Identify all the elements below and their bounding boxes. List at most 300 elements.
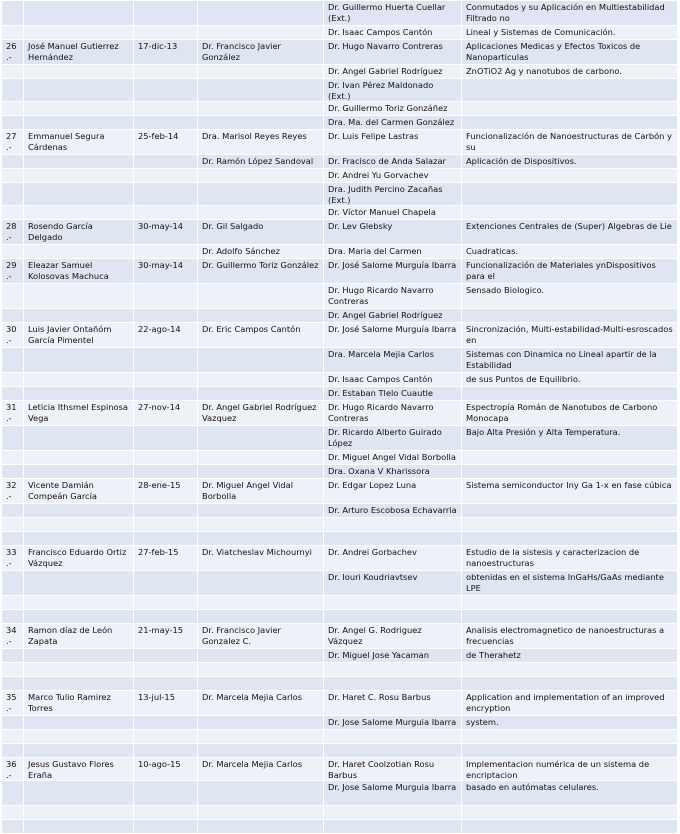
number-cell <box>2 596 24 610</box>
table-row <box>2 744 678 758</box>
date-cell <box>134 309 198 323</box>
number-cell: 29.- <box>2 259 24 284</box>
committee-cell: Dr. Isaac Campos Cantón <box>324 373 462 387</box>
table-row <box>2 348 678 373</box>
table-row <box>2 465 678 479</box>
advisor-cell <box>198 1 324 26</box>
date-cell <box>134 426 198 451</box>
thesis-title-cell: Sistema semiconductor Iny Ga 1-x en fase cúbica <box>462 479 678 504</box>
number-cell: 34.- <box>2 624 24 649</box>
thesis-title-cell <box>462 309 678 323</box>
thesis-title-cell <box>462 730 678 744</box>
thesis-title-cell: ZnOTiO2 Ag y nanotubos de carbono. <box>462 65 678 79</box>
advisor-cell <box>198 284 324 309</box>
date-cell: 17-dic-13 <box>134 40 198 65</box>
thesis-title-cell: Application and implementation of an improved encryption <box>462 691 678 716</box>
date-cell <box>134 79 198 102</box>
table-row <box>2 518 678 532</box>
thesis-title-cell: Sistemas con Dinamica no Lineal apartir de la Estabilidad <box>462 348 678 373</box>
thesis-title-cell <box>462 116 678 130</box>
advisor-cell <box>198 504 324 518</box>
number-cell <box>2 102 24 116</box>
student-cell <box>24 284 134 309</box>
committee-cell: Dr. Andrei Yu Gorvachev <box>324 169 462 183</box>
committee-cell: Dr. Hugo Ricardo Navarro Contreras <box>324 401 462 426</box>
number-cell: 31.- <box>2 401 24 426</box>
date-cell: 30-may-14 <box>134 220 198 245</box>
student-cell: Jesus Gustavo Flores Eraña <box>24 758 134 781</box>
number-cell <box>2 518 24 532</box>
table-row <box>2 610 678 624</box>
date-cell: 22-ago-14 <box>134 323 198 348</box>
thesis-title-cell <box>462 183 678 206</box>
committee-cell <box>324 518 462 532</box>
number-cell <box>2 677 24 691</box>
number-cell <box>2 426 24 451</box>
table-row <box>2 79 678 102</box>
advisor-cell: Dr. Marcela Mejia Carlos <box>198 758 324 781</box>
committee-cell: Dr. Andrei Gorbachev <box>324 546 462 571</box>
number-cell <box>2 284 24 309</box>
advisor-cell <box>198 426 324 451</box>
student-cell: Emmanuel Segura Cárdenas <box>24 130 134 155</box>
number-cell <box>2 309 24 323</box>
committee-cell <box>324 677 462 691</box>
thesis-title-cell: Cuadraticas. <box>462 245 678 259</box>
thesis-title-cell: Bajo Alta Presión y Alta Temperatura. <box>462 426 678 451</box>
committee-cell: Dra. Marcela Mejia Carlos <box>324 348 462 373</box>
student-cell <box>24 518 134 532</box>
number-cell: 32.- <box>2 479 24 504</box>
advisor-cell <box>198 596 324 610</box>
committee-cell: Dr. Jose Salome Murguia Ibarra <box>324 716 462 730</box>
thesis-title-cell: Funcionalización de Materiales ynDispositivos para el <box>462 259 678 284</box>
thesis-title-cell: system. <box>462 716 678 730</box>
student-cell <box>24 451 134 465</box>
number-cell <box>2 155 24 169</box>
number-cell <box>2 532 24 546</box>
advisor-cell: Dr. Ramón López Sandoval <box>198 155 324 169</box>
committee-cell <box>324 730 462 744</box>
thesis-title-cell <box>462 806 678 820</box>
committee-cell: Dr. Ivan Pérez Maldonado (Ext.) <box>324 79 462 102</box>
date-cell: 27-feb-15 <box>134 546 198 571</box>
advisor-cell: Dr. Angel Gabriel Rodríguez Vazquez <box>198 401 324 426</box>
thesis-title-cell <box>462 102 678 116</box>
advisor-cell: Dr. Marcela Mejia Carlos <box>198 691 324 716</box>
number-cell: 28.- <box>2 220 24 245</box>
committee-cell <box>324 532 462 546</box>
advisor-cell <box>198 663 324 677</box>
committee-cell: Dr. Ricardo Alberto Guirado López <box>324 426 462 451</box>
advisor-cell <box>198 102 324 116</box>
number-cell <box>2 387 24 401</box>
advisor-cell <box>198 348 324 373</box>
committee-cell <box>324 610 462 624</box>
advisor-cell <box>198 309 324 323</box>
number-cell <box>2 663 24 677</box>
table-row <box>2 624 678 649</box>
number-cell <box>2 716 24 730</box>
committee-cell: Dr. Hugo Ricardo Navarro Contreras <box>324 284 462 309</box>
thesis-title-cell <box>462 596 678 610</box>
advisor-cell <box>198 65 324 79</box>
student-cell: José Manuel Gutierrez Hernández <box>24 40 134 65</box>
student-cell <box>24 677 134 691</box>
committee-cell: Dra. Maria del Carmen <box>324 245 462 259</box>
table-row <box>2 781 678 806</box>
committee-cell: Dr. Haret C. Rosu Barbus <box>324 691 462 716</box>
number-cell <box>2 781 24 806</box>
advisor-cell <box>198 649 324 663</box>
advisor-cell: Dr. Viatcheslav Michournyi <box>198 546 324 571</box>
table-row <box>2 387 678 401</box>
committee-cell: Dr. Miguel Angel Vidal Borbolla <box>324 451 462 465</box>
advisor-cell <box>198 806 324 820</box>
thesis-title-cell: Extenciones Centrales de (Super) Algebras de Lie <box>462 220 678 245</box>
advisor-cell: Dr. Eric Campos Cantón <box>198 323 324 348</box>
committee-cell: Dr. Lev Glebsky <box>324 220 462 245</box>
student-cell <box>24 610 134 624</box>
committee-cell <box>324 806 462 820</box>
date-cell <box>134 781 198 806</box>
number-cell <box>2 373 24 387</box>
thesis-title-cell <box>462 820 678 834</box>
date-cell <box>134 206 198 220</box>
student-cell <box>24 373 134 387</box>
student-cell <box>24 387 134 401</box>
student-cell <box>24 649 134 663</box>
table-row <box>2 730 678 744</box>
thesis-title-cell <box>462 610 678 624</box>
advisor-cell: Dr. Adolfo Sánchez <box>198 245 324 259</box>
committee-cell: Dr. Angel Gabriel Rodríguez <box>324 309 462 323</box>
date-cell <box>134 65 198 79</box>
number-cell <box>2 744 24 758</box>
student-cell <box>24 116 134 130</box>
advisor-cell: Dr. Gil Salgado <box>198 220 324 245</box>
student-cell <box>24 169 134 183</box>
number-cell <box>2 245 24 259</box>
advisor-cell <box>198 610 324 624</box>
committee-cell: Dr. Miguel Jose Yacaman <box>324 649 462 663</box>
committee-cell: Dr. Haret Coolzotian Rosu Barbus <box>324 758 462 781</box>
thesis-table-body <box>2 1 678 834</box>
student-cell <box>24 65 134 79</box>
table-row <box>2 183 678 206</box>
student-cell <box>24 102 134 116</box>
date-cell: 21-may-15 <box>134 624 198 649</box>
thesis-title-cell: Aplicaciones Medicas y Efectos Toxicos de Nanoparticulas <box>462 40 678 65</box>
committee-cell <box>324 596 462 610</box>
committee-cell: Dr. Angel Gabriel Rodríguez <box>324 65 462 79</box>
number-cell <box>2 649 24 663</box>
committee-cell: Dra. Ma. del Carmen González <box>324 116 462 130</box>
thesis-title-cell <box>462 677 678 691</box>
table-row <box>2 663 678 677</box>
date-cell <box>134 596 198 610</box>
number-cell <box>2 348 24 373</box>
committee-cell: Dr. José Salome Murguía Ibarra <box>324 323 462 348</box>
number-cell <box>2 116 24 130</box>
student-cell <box>24 532 134 546</box>
table-row <box>2 155 678 169</box>
committee-cell <box>324 820 462 834</box>
committee-cell: Dr. Hugo Navarro Contreras <box>324 40 462 65</box>
thesis-title-cell: Implementacion numérica de un sistema de encriptacion <box>462 758 678 781</box>
table-row <box>2 649 678 663</box>
thesis-title-cell <box>462 744 678 758</box>
thesis-title-cell <box>462 504 678 518</box>
number-cell <box>2 730 24 744</box>
advisor-cell <box>198 532 324 546</box>
date-cell <box>134 183 198 206</box>
date-cell <box>134 730 198 744</box>
advisor-cell <box>198 183 324 206</box>
table-row <box>2 504 678 518</box>
date-cell: 25-feb-14 <box>134 130 198 155</box>
student-cell <box>24 806 134 820</box>
student-cell <box>24 245 134 259</box>
date-cell <box>134 663 198 677</box>
date-cell <box>134 571 198 596</box>
table-row <box>2 758 678 781</box>
committee-cell: Dr. Luis Felipe Lastras <box>324 130 462 155</box>
thesis-title-cell <box>462 79 678 102</box>
thesis-title-cell <box>462 465 678 479</box>
date-cell <box>134 518 198 532</box>
date-cell <box>134 26 198 40</box>
advisor-cell <box>198 781 324 806</box>
student-cell <box>24 781 134 806</box>
thesis-title-cell: Funcionalización de Nanoestructuras de Carbón y su <box>462 130 678 155</box>
number-cell <box>2 820 24 834</box>
committee-cell: Dr. Guillermo Huerta Cuellar (Ext.) <box>324 1 462 26</box>
thesis-title-cell: obtenidas en el sistema InGaHs/GaAs mediante LPE <box>462 571 678 596</box>
table-row <box>2 102 678 116</box>
student-cell: Francisco Eduardo Ortiz Vázquez <box>24 546 134 571</box>
committee-cell: Dr. Estaban Tlelo Cuautle <box>324 387 462 401</box>
advisor-cell: Dra. Marisol Reyes Reyes <box>198 130 324 155</box>
committee-cell: Dr. Guillermo Toriz Gonzáñez <box>324 102 462 116</box>
student-cell: Rosendo García Delgado <box>24 220 134 245</box>
date-cell <box>134 116 198 130</box>
number-cell: 26.- <box>2 40 24 65</box>
advisor-cell <box>198 373 324 387</box>
advisor-cell <box>198 387 324 401</box>
number-cell <box>2 169 24 183</box>
number-cell <box>2 183 24 206</box>
table-row <box>2 309 678 323</box>
thesis-title-cell <box>462 451 678 465</box>
student-cell: Vicente Damián Compeán García <box>24 479 134 504</box>
committee-cell: Dr. Edgar Lopez Luna <box>324 479 462 504</box>
thesis-title-cell: Estudio de la sistesis y caracterizacion de nanoestructuras <box>462 546 678 571</box>
date-cell: 10-ago-15 <box>134 758 198 781</box>
date-cell <box>134 744 198 758</box>
date-cell <box>134 649 198 663</box>
student-cell: Ramon díaz de León Zapata <box>24 624 134 649</box>
committee-cell: Dr. Isaac Campos Cantón <box>324 26 462 40</box>
number-cell <box>2 610 24 624</box>
thesis-title-cell <box>462 387 678 401</box>
table-row <box>2 220 678 245</box>
student-cell <box>24 730 134 744</box>
date-cell: 13-jul-15 <box>134 691 198 716</box>
number-cell: 33.- <box>2 546 24 571</box>
committee-cell: Dra. Oxana V Kharissora <box>324 465 462 479</box>
thesis-title-cell <box>462 663 678 677</box>
committee-cell: Dr. Arturo Escobosa Echavarria <box>324 504 462 518</box>
advisor-cell <box>198 730 324 744</box>
student-cell <box>24 663 134 677</box>
table-row <box>2 65 678 79</box>
table-row <box>2 169 678 183</box>
date-cell <box>134 348 198 373</box>
date-cell <box>134 1 198 26</box>
date-cell: 28-ene-15 <box>134 479 198 504</box>
advisor-cell: Dr. Miguel Angel Vidal Borbolla <box>198 479 324 504</box>
table-row <box>2 245 678 259</box>
date-cell <box>134 716 198 730</box>
advisor-cell <box>198 744 324 758</box>
student-cell <box>24 596 134 610</box>
number-cell <box>2 26 24 40</box>
advisor-cell <box>198 716 324 730</box>
thesis-title-cell: de sus Puntos de Equilibrio. <box>462 373 678 387</box>
advisor-cell: Dr. Francisco Javier González <box>198 40 324 65</box>
date-cell <box>134 532 198 546</box>
student-cell <box>24 155 134 169</box>
table-row <box>2 479 678 504</box>
committee-cell: Dr. Iouri Koudriavtsev <box>324 571 462 596</box>
date-cell <box>134 610 198 624</box>
date-cell <box>134 465 198 479</box>
thesis-title-cell: Lineal y Sistemas de Comunicación. <box>462 26 678 40</box>
student-cell <box>24 1 134 26</box>
table-row <box>2 116 678 130</box>
student-cell <box>24 716 134 730</box>
table-row <box>2 806 678 820</box>
thesis-title-cell: de Therahetz <box>462 649 678 663</box>
committee-cell: Dr. Fracisco de Anda Salazar <box>324 155 462 169</box>
date-cell <box>134 820 198 834</box>
date-cell: 27-nov-14 <box>134 401 198 426</box>
thesis-title-cell <box>462 532 678 546</box>
date-cell <box>134 155 198 169</box>
number-cell <box>2 571 24 596</box>
number-cell: 36.- <box>2 758 24 781</box>
advisor-cell <box>198 79 324 102</box>
table-row <box>2 40 678 65</box>
number-cell: 35.- <box>2 691 24 716</box>
date-cell <box>134 102 198 116</box>
student-cell: Eleazar Samuel Kolosovas Machuca <box>24 259 134 284</box>
date-cell <box>134 284 198 309</box>
date-cell <box>134 373 198 387</box>
thesis-title-cell: Analisis electromagnetico de nanoestructuras a frecuencias <box>462 624 678 649</box>
table-row <box>2 716 678 730</box>
table-row <box>2 26 678 40</box>
table-row <box>2 1 678 26</box>
student-cell: Leticia Ithsmel Espinosa Vega <box>24 401 134 426</box>
thesis-title-cell: Conmutados y su Aplicación en Multiestabilidad Filtrado no <box>462 1 678 26</box>
table-row <box>2 206 678 220</box>
advisor-cell <box>198 820 324 834</box>
thesis-title-cell: Espectropía Román de Nanotubos de Carbono Monocapa <box>462 401 678 426</box>
thesis-title-cell: Sensado Biologico. <box>462 284 678 309</box>
student-cell <box>24 744 134 758</box>
student-cell <box>24 348 134 373</box>
student-cell <box>24 79 134 102</box>
committee-cell: Dr. Angel G. Rodriguez Vázquez <box>324 624 462 649</box>
table-row <box>2 373 678 387</box>
number-cell <box>2 79 24 102</box>
table-row <box>2 259 678 284</box>
thesis-table <box>1 0 678 834</box>
number-cell <box>2 206 24 220</box>
advisor-cell <box>198 169 324 183</box>
advisor-cell <box>198 677 324 691</box>
date-cell <box>134 169 198 183</box>
date-cell <box>134 504 198 518</box>
student-cell <box>24 206 134 220</box>
thesis-title-cell <box>462 518 678 532</box>
advisor-cell <box>198 518 324 532</box>
number-cell <box>2 504 24 518</box>
table-row <box>2 677 678 691</box>
date-cell <box>134 806 198 820</box>
thesis-title-cell: Aplicación de Dispositivos. <box>462 155 678 169</box>
table-row <box>2 532 678 546</box>
advisor-cell <box>198 451 324 465</box>
committee-cell <box>324 663 462 677</box>
thesis-title-cell <box>462 169 678 183</box>
date-cell <box>134 387 198 401</box>
table-row <box>2 284 678 309</box>
student-cell <box>24 26 134 40</box>
advisor-cell <box>198 206 324 220</box>
date-cell: 30-may-14 <box>134 259 198 284</box>
student-cell <box>24 820 134 834</box>
table-row <box>2 323 678 348</box>
committee-cell: Dr. Víctor Manuel Chapela <box>324 206 462 220</box>
date-cell <box>134 451 198 465</box>
table-row <box>2 546 678 571</box>
date-cell <box>134 245 198 259</box>
number-cell: 27.- <box>2 130 24 155</box>
student-cell: Luis Javier Ontañóm García Pimentel <box>24 323 134 348</box>
number-cell <box>2 451 24 465</box>
student-cell: Marco Tulio Ramirez Torres <box>24 691 134 716</box>
table-row <box>2 820 678 834</box>
table-row <box>2 596 678 610</box>
thesis-title-cell <box>462 206 678 220</box>
thesis-title-cell: basado en autómatas celulares. <box>462 781 678 806</box>
committee-cell <box>324 744 462 758</box>
thesis-title-cell: Sincronización, Multi-estabilidad-Multi-esroscados en <box>462 323 678 348</box>
advisor-cell: Dr. Francisco Javier Gonzalez C. <box>198 624 324 649</box>
student-cell <box>24 183 134 206</box>
table-row <box>2 401 678 426</box>
advisor-cell <box>198 116 324 130</box>
student-cell <box>24 309 134 323</box>
committee-cell: Dr. Jose Salome Murguia Ibarra <box>324 781 462 806</box>
advisor-cell <box>198 26 324 40</box>
committee-cell: Dr. José Salome Murguía Ibarra <box>324 259 462 284</box>
student-cell <box>24 571 134 596</box>
number-cell <box>2 465 24 479</box>
